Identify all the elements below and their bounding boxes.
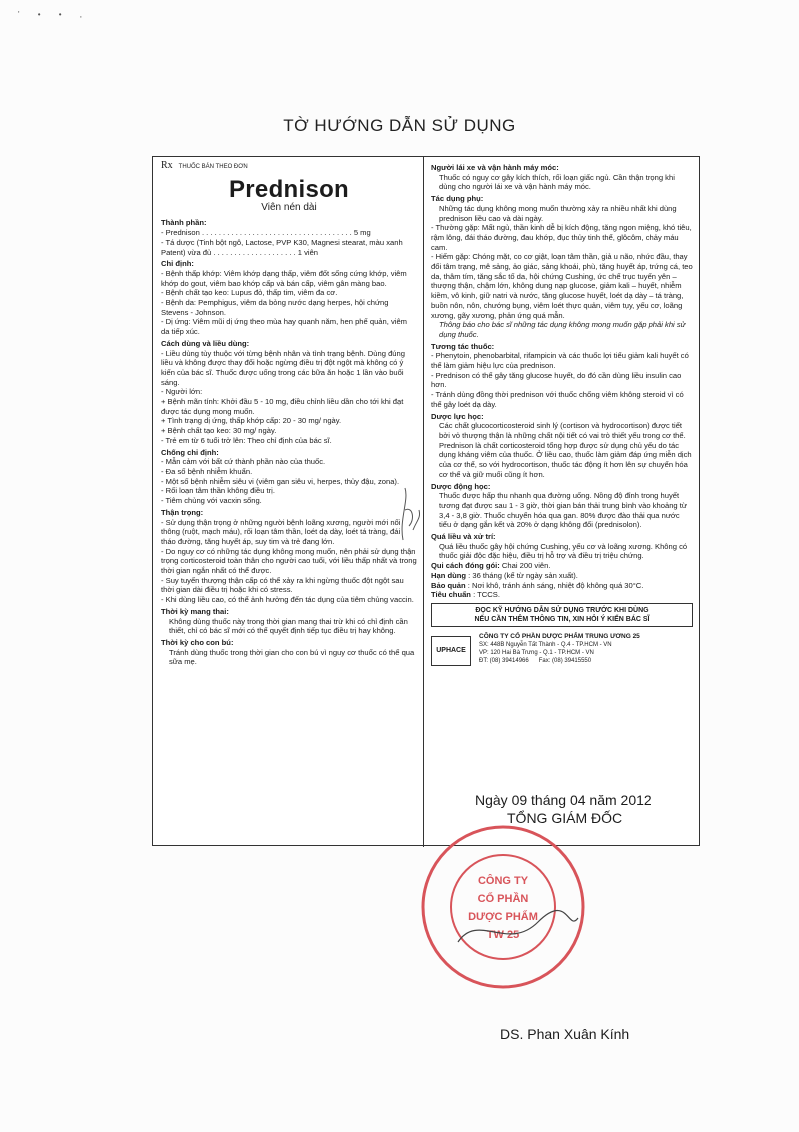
interaction-heading: Tương tác thuốc: [431,341,495,351]
leaflet-box [152,156,700,846]
expiry-value: : 36 tháng (kể từ ngày sản xuất). [468,570,578,580]
warning-line: ĐỌC KỸ HƯỚNG DẪN SỬ DỤNG TRƯỚC KHI DÙNG [475,606,649,614]
driving-text: Thuốc có nguy cơ gây kích thích, rối loạn giấc ngủ. Cần thận trọng khi dùng cho người lái xe và vận hành máy móc. [439,172,675,192]
pharmacodynamics-text: Các chất glucocorticosteroid sinh lý (cortison và hydrocortison) được tiết bởi vỏ thượng thận là những chất nội tiết có vai trò thiết yếu trong cơ thể. Prednison là chất corticosteroid tổng hợp được sử dụng chủ yếu do tác dụng kháng viêm của thuốc. Ở liều cao, thuốc làm giảm đáp ứng miễn dịch của cơ thể, so với hydrocortison, thuốc tác động ít hơn lên sự chuyển hóa cơ thể và giữ muối cũng ít hơn. [439,421,692,479]
dosage-heading: Cách dùng và liều dùng: [161,338,250,348]
overdose-text: Quá liều thuốc gây hội chứng Cushing, yếu cơ và loãng xương. Không có thuốc giải độc đặc hiệu, điều trị hỗ trợ và điều trị triệu chứng. [439,541,688,561]
company-name: CÔNG TY CỔ PHẦN DƯỢC PHẨM TRUNG ƯƠNG 25 [479,632,640,640]
stamp-text: CỔ PHẦN [477,893,529,905]
caution-heading: Thận trọng: [161,507,204,517]
date-line: Ngày 09 tháng 04 năm 2012 [475,792,652,808]
company-logo: UPHACE [431,636,471,666]
pregnancy-text: Không dùng thuốc này trong thời gian mang thai trừ khi có chỉ định cần thiết, chỉ có bác sĩ mới có thể quyết định tiếp tục điều trị hay không. [169,616,408,636]
product-name: Prednison [228,175,350,203]
left-column [161,161,417,667]
company-contact [479,657,640,665]
expiry-label: Hạn dùng [431,570,467,580]
scan-marks: ' • • , [18,10,91,19]
packaging-line [431,561,693,571]
contraindication-item: - Một số bệnh nhiễm siêu vi (viêm gan siêu vi, herpes, thủy đậu, zona). [161,476,400,486]
company-phone: ĐT: (08) 39414966 [479,657,529,664]
dosage-item: - Người lớn: [161,387,203,397]
right-column [431,161,693,666]
indication-item: - Dị ứng: Viêm mũi dị ứng theo mùa hay quanh năm, hen phế quản, viêm da tiếp xúc. [161,317,407,337]
document-title: TỜ HƯỚNG DẪN SỬ DỤNG [283,116,516,135]
company-stamp [418,822,588,992]
pharmacokinetics-heading: Dược động học: [431,481,491,491]
indication-item: - Bệnh da: Pemphigus, viêm da bỏng nước dạng herpes, hội chứng Stevens - Johnson. [161,298,389,317]
interaction-item: - Phenytoin, phenobarbital, rifampicin và các thuốc lợi tiểu giảm kali huyết có thể làm giảm hiệu lực của prednison. [431,351,689,371]
contraindication-item: - Rối loạn tâm thần không điều trị. [161,486,275,496]
packaging-value: Chai 200 viên. [501,561,551,571]
composition-item: - Prednison . . . . . . . . . . . . . . . . . . . . . . . . . . . . . . . . . . . . 5 mg [161,228,371,238]
stamp-text: TW 25 [486,929,520,941]
storage-label: Bảo quản [431,580,466,590]
side-effect-note: Thông báo cho bác sĩ những tác dụng không mong muốn gặp phải khi sử dụng thuốc. [439,320,686,339]
contraindication-item: - Đa số bệnh nhiễm khuẩn. [161,466,253,476]
rx-symbol: Rx [161,160,173,171]
product-form: Viên nén dài [261,201,317,213]
standard-value: : TCCS. [473,590,500,600]
caution-item: - Do nguy cơ có những tác dụng không mong muốn, nên phải sử dụng thận trọng corticosteroid toàn thân cho người cao tuổi, với liều thấp nhất và trong thời gian ngắn nhất có thể được. [161,546,417,576]
pregnancy-heading: Thời kỳ mang thai: [161,606,229,616]
interaction-item: - Tránh dùng đồng thời prednison với thuốc chống viêm không steroid vì có thể gây loét dạ dày. [431,390,684,409]
lactation-text: Tránh dùng thuốc trong thời gian cho con bú vì nguy cơ thuốc có thể qua sữa mẹ. [169,647,415,667]
dosage-item: + Tình trạng dị ứng, thấp khớp cấp: 20 - 30 mg/ ngày. [161,416,342,426]
composition-item: - Tá dược (Tinh bột ngô, Lactose, PVP K30, Magnesi stearat, màu xanh Patent) vừa đủ . . . . . . . . . . . . . . . . . . . . 1 viên [161,237,403,257]
side-effect-item: Những tác dụng không mong muốn thường xảy ra nhiều nhất khi dùng prednison liều cao và dài ngày. [439,203,677,223]
side-effect-item: - Thường gặp: Mất ngủ, thần kinh dễ bị kích động, tăng ngon miệng, khó tiêu, rậm lông, đái tháo đường, đau khớp, đục thủy tinh thể, glôcôm, chảy máu cam. [431,223,692,252]
dosage-item: - Liều dùng tùy thuộc với từng bệnh nhân và tình trạng bệnh. Dùng đúng liều và không được thay đổi hoặc ngừng điều trị đột ngột mà không có ý kiến của bác sĩ. Thuốc được uống trong các bữa ăn hoặc 1 lần vào buổi sáng. [161,348,405,387]
dosage-item: - Trẻ em từ 6 tuổi trở lên: Theo chỉ định của bác sĩ. [161,435,332,445]
caution-item: - Khi dùng liều cao, có thể ảnh hưởng đến tác dụng của tiêm chủng vaccin. [161,595,414,605]
warning-box [431,603,693,627]
contraindications-heading: Chống chỉ định: [161,447,219,457]
caution-item: - Sử dụng thận trọng ở những người bệnh loãng xương, người mới nối thông (ruột, mạch máu), rối loạn tâm thần, loét dạ dày, loét tá tràng, đái tháo đường, tăng huyết áp, suy tim và trẻ đang lớn. [161,517,401,546]
overdose-heading: Quá liều và xử trí: [431,532,496,542]
storage-value: : Nơi khô, tránh ánh sáng, nhiệt độ không quá 30°C. [467,580,644,590]
standard-label: Tiêu chuẩn [431,590,471,600]
packaging-label: Qui cách đóng gói: [431,561,500,571]
side-effect-item: - Hiếm gặp: Chóng mặt, co cơ giật, loạn tâm thần, giả u não, nhức đầu, thay đổi tâm trạng, mê sảng, ảo giác, sảng khoái, phù, tăng huyết áp, trứng cá, teo da, thâm tím, tăng sắc tố da, hội chứng Cushing, ức chế trục tuyến yên – thượng thận, chậm lớn, không dung nạp glucose, giảm kali – huyết, nhiễm kiềm, vô kinh, giữ natri và nước, tăng glucose huyết, loét dạ dày – tá tràng, buồn nôn, nôn, chướng bụng, viêm loét thực quản, viêm tụy, yếu cơ, loãng xương, gãy xương, phản ứng quá mẫn. [431,252,693,320]
margin-initials [395,480,425,550]
lactation-heading: Thời kỳ cho con bú: [161,637,234,647]
side-effects-heading: Tác dụng phụ: [431,194,484,204]
standard-line [431,590,693,600]
stamp-text: DƯỢC PHẨM [468,911,538,923]
stamp-text: CÔNG TY [477,875,529,887]
company-address: VP: 120 Hai Bà Trưng - Q.1 - TP.HCM - VN [479,649,594,656]
company-block [431,633,693,666]
contraindication-item: - Mẫn cảm với bất cứ thành phần nào của thuốc. [161,457,326,467]
company-address: SX: 448B Nguyễn Tất Thành - Q.4 - TP.HCM - VN [479,641,612,648]
indication-item: - Bệnh thấp khớp: Viêm khớp dạng thấp, viêm đốt sống cứng khớp, viêm khớp do gout, viêm bao khớp cấp và bán cấp, viêm gân màng bao. [161,268,407,288]
composition-heading: Thành phần: [161,218,207,228]
company-fax: Fax: (08) 39415550 [538,657,592,664]
indication-item: - Bệnh chất tạo keo: Lupus đỏ, thấp tim, viêm đa cơ. [161,288,338,298]
dosage-item: + Bệnh mãn tính: Khởi đầu 5 - 10 mg, điều chỉnh liều dần cho tới khi đạt được tác dụng mong muốn. [161,397,404,416]
storage-line [431,581,693,591]
rx-label [161,161,417,173]
dosage-item: + Bệnh chất tạo keo: 30 mg/ ngày. [161,426,277,436]
director-title: TỔNG GIÁM ĐỐC [507,810,623,826]
warning-line: NẾU CẦN THÊM THÔNG TIN, XIN HỎI Ý KIẾN BÁC SĨ [474,615,650,623]
expiry-line [431,571,693,581]
driving-heading: Người lái xe và vận hành máy móc: [431,163,559,172]
pharmacodynamics-heading: Dược lực học: [431,411,484,421]
signer-name: DS. Phan Xuân Kính [500,1026,630,1042]
caution-item: - Suy tuyến thượng thận cấp có thể xảy ra khi ngừng thuốc đột ngột sau thời gian dài điều trị hoặc khi có stress. [161,575,404,595]
company-info [479,633,640,665]
contraindication-item: - Tiêm chủng với vacxin sống. [161,496,262,506]
indications-heading: Chỉ định: [161,259,194,269]
rx-text: THUỐC BÁN THEO ĐƠN [178,164,248,170]
interaction-item: - Prednison có thể gây tăng glucose huyết, do đó cần dùng liều insulin cao hơn. [431,370,682,390]
pharmacokinetics-text: Thuốc được hấp thu nhanh qua đường uống. Nồng độ đỉnh trong huyết tương đạt được sau 1 - 3 giờ, thời gian bán thải trung bình vào khoảng từ 3,4 - 3,8 giờ. Thuốc chuyển hóa qua gan. 80% được đào thải qua nước tiểu ở dạng gắn kết và 20% ở dạng không đổi (prednisolon). [439,491,687,530]
